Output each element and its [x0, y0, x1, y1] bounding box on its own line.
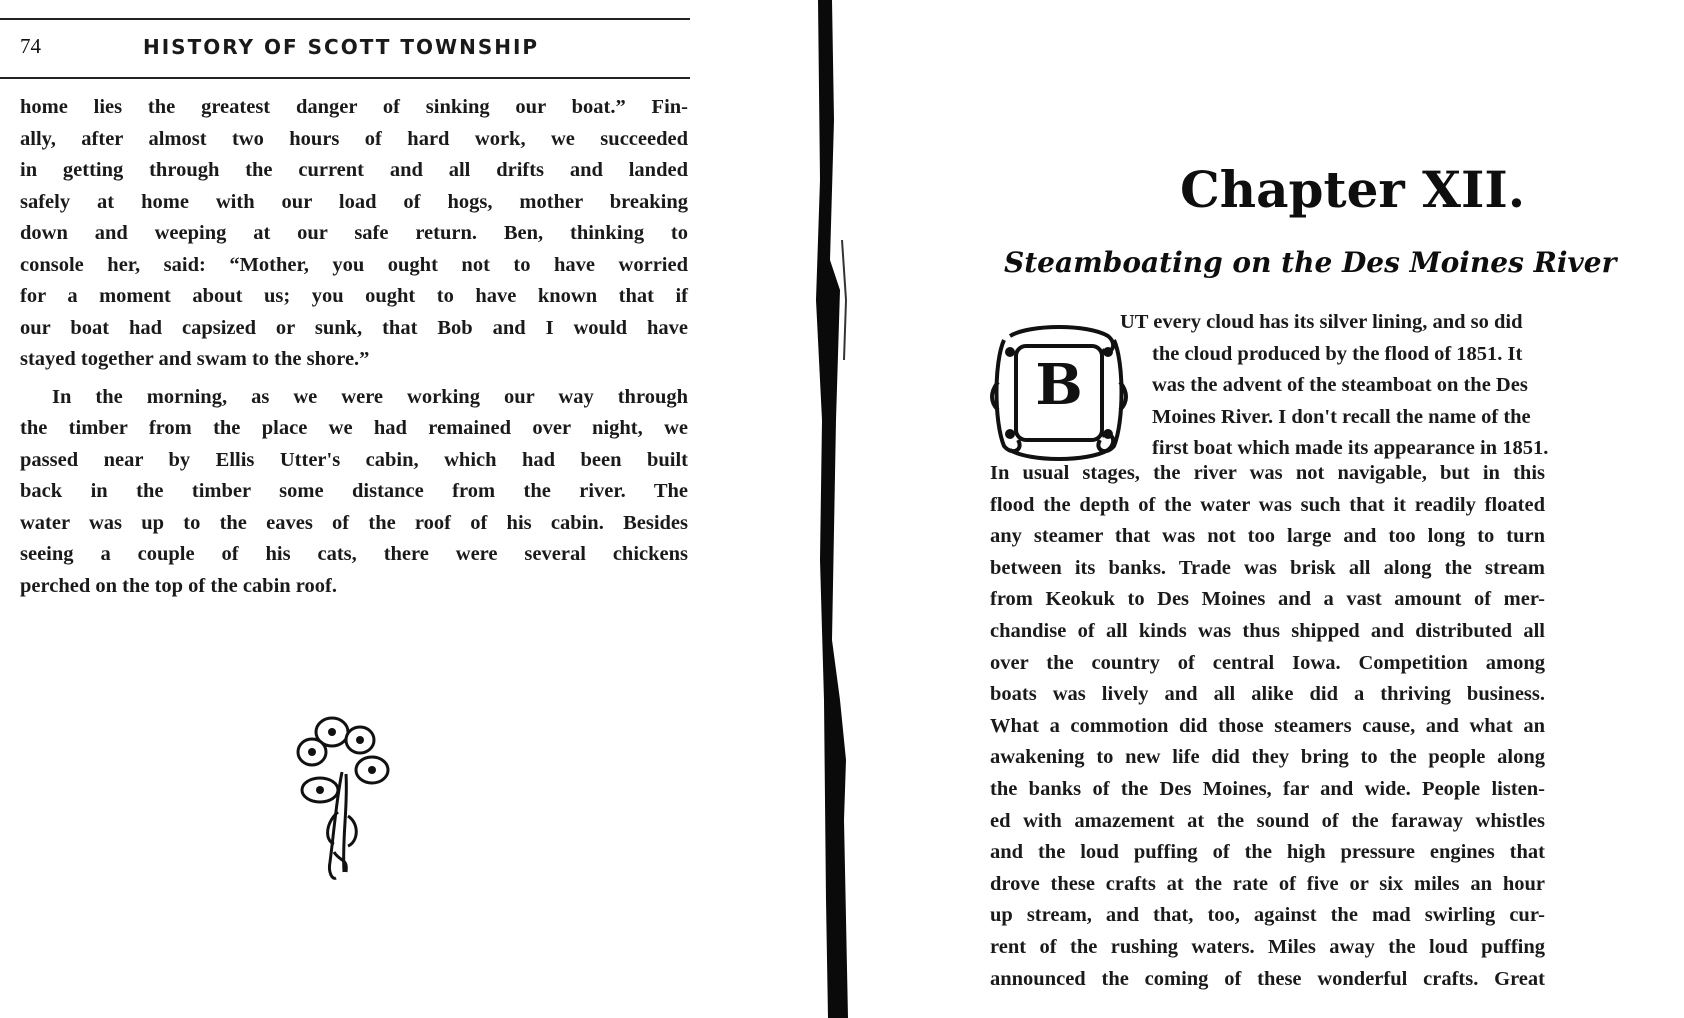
- text-line: from Keokuk to Des Moines and a vast amount of mer-: [990, 588, 1545, 611]
- text-line: stayed together and swam to the shore.”: [20, 348, 370, 370]
- text-line: for a moment about us; you ought to have known that if: [20, 285, 688, 307]
- text-line: drove these crafts at the rate of five or six miles an hour: [990, 872, 1545, 895]
- text-line: chandise of all kinds was thus shipped and distributed all: [990, 619, 1545, 642]
- text-line: In usual stages, the river was not navigable, but in this: [990, 462, 1545, 484]
- text-line: was the advent of the steamboat on the Des: [1152, 374, 1528, 397]
- text-line: down and weeping at our safe return. Ben, thinking to: [20, 222, 688, 244]
- text-line: home lies the greatest danger of sinking our boat.” Fin-: [20, 96, 688, 118]
- running-head: HISTORY OF SCOTT TOWNSHIP: [143, 35, 540, 59]
- text-line: announced the coming of these wonderful crafts. Great: [990, 967, 1545, 990]
- left-page: [0, 0, 800, 1018]
- text-line: boats was lively and all alike did a thriving business.: [990, 683, 1545, 706]
- text-line: Moines River. I don't recall the name of the: [1152, 405, 1531, 428]
- chapter-subtitle: Steamboating on the Des Moines River: [1004, 246, 1617, 279]
- right-page: [880, 0, 1684, 1018]
- text-line: in getting through the current and all drifts and landed: [20, 159, 688, 181]
- text-line: flood the depth of the water was such that it readily floated: [990, 493, 1545, 516]
- text-line: water was up to the eaves of the roof of his cabin. Besides: [20, 511, 688, 534]
- text-line: seeing a couple of his cats, there were several chickens: [20, 543, 688, 565]
- text-line: perched on the top of the cabin roof.: [20, 574, 337, 597]
- page-number: 74: [20, 34, 41, 58]
- text-line: ally, after almost two hours of hard work, we succeeded: [20, 127, 688, 150]
- text-line: our boat had capsized or sunk, that Bob and I would have: [20, 316, 688, 339]
- text-line: In the morning, as we were working our way through: [52, 385, 688, 408]
- flower-ornament-icon: [290, 712, 400, 882]
- header-rule-top: [0, 18, 690, 20]
- text-line: What a commotion did those steamers cause, and what an: [990, 714, 1545, 737]
- text-line: any steamer that was not too large and too long to turn: [990, 525, 1545, 548]
- book-gutter-shadow: [806, 0, 868, 1018]
- text-line: ed with amazement at the sound of the faraway whistles: [990, 809, 1545, 832]
- text-line: awakening to new life did they bring to the people along: [990, 746, 1545, 769]
- text-line: back in the timber some distance from the river. The: [20, 480, 688, 502]
- text-line: between its banks. Trade was brisk all along the stream: [990, 556, 1545, 579]
- left-page-text: [20, 92, 688, 602]
- text-line: the banks of the Des Moines, far and wide. People listen-: [990, 777, 1545, 800]
- text-line: and the loud puffing of the high pressure engines that: [990, 841, 1545, 864]
- text-line: passed near by Ellis Utter's cabin, which had been built: [20, 448, 688, 471]
- text-line: safely at home with our load of hogs, mother breaking: [20, 190, 688, 213]
- text-line: over the country of central Iowa. Competition among: [990, 651, 1545, 674]
- drop-cap: [990, 322, 1128, 464]
- text-line: up stream, and that, too, against the mad swirling cur-: [990, 904, 1545, 927]
- header-rule-bottom: [0, 77, 690, 79]
- text-line: UT every cloud has its silver lining, and so did: [1120, 311, 1523, 333]
- text-line: first boat which made its appearance in 1851.: [1152, 437, 1549, 460]
- drop-cap-wrapped-text: [1120, 307, 1549, 465]
- text-line: the timber from the place we had remained over night, we: [20, 417, 688, 439]
- text-line: the cloud produced by the flood of 1851. It: [1152, 342, 1523, 365]
- drop-cap-letter: B: [1035, 352, 1083, 418]
- chapter-title: Chapter XII.: [1180, 160, 1526, 219]
- right-page-text: [990, 458, 1545, 995]
- text-line: console her, said: “Mother, you ought not to have worried: [20, 253, 688, 276]
- text-line: rent of the rushing waters. Miles away the loud puffing: [990, 935, 1545, 958]
